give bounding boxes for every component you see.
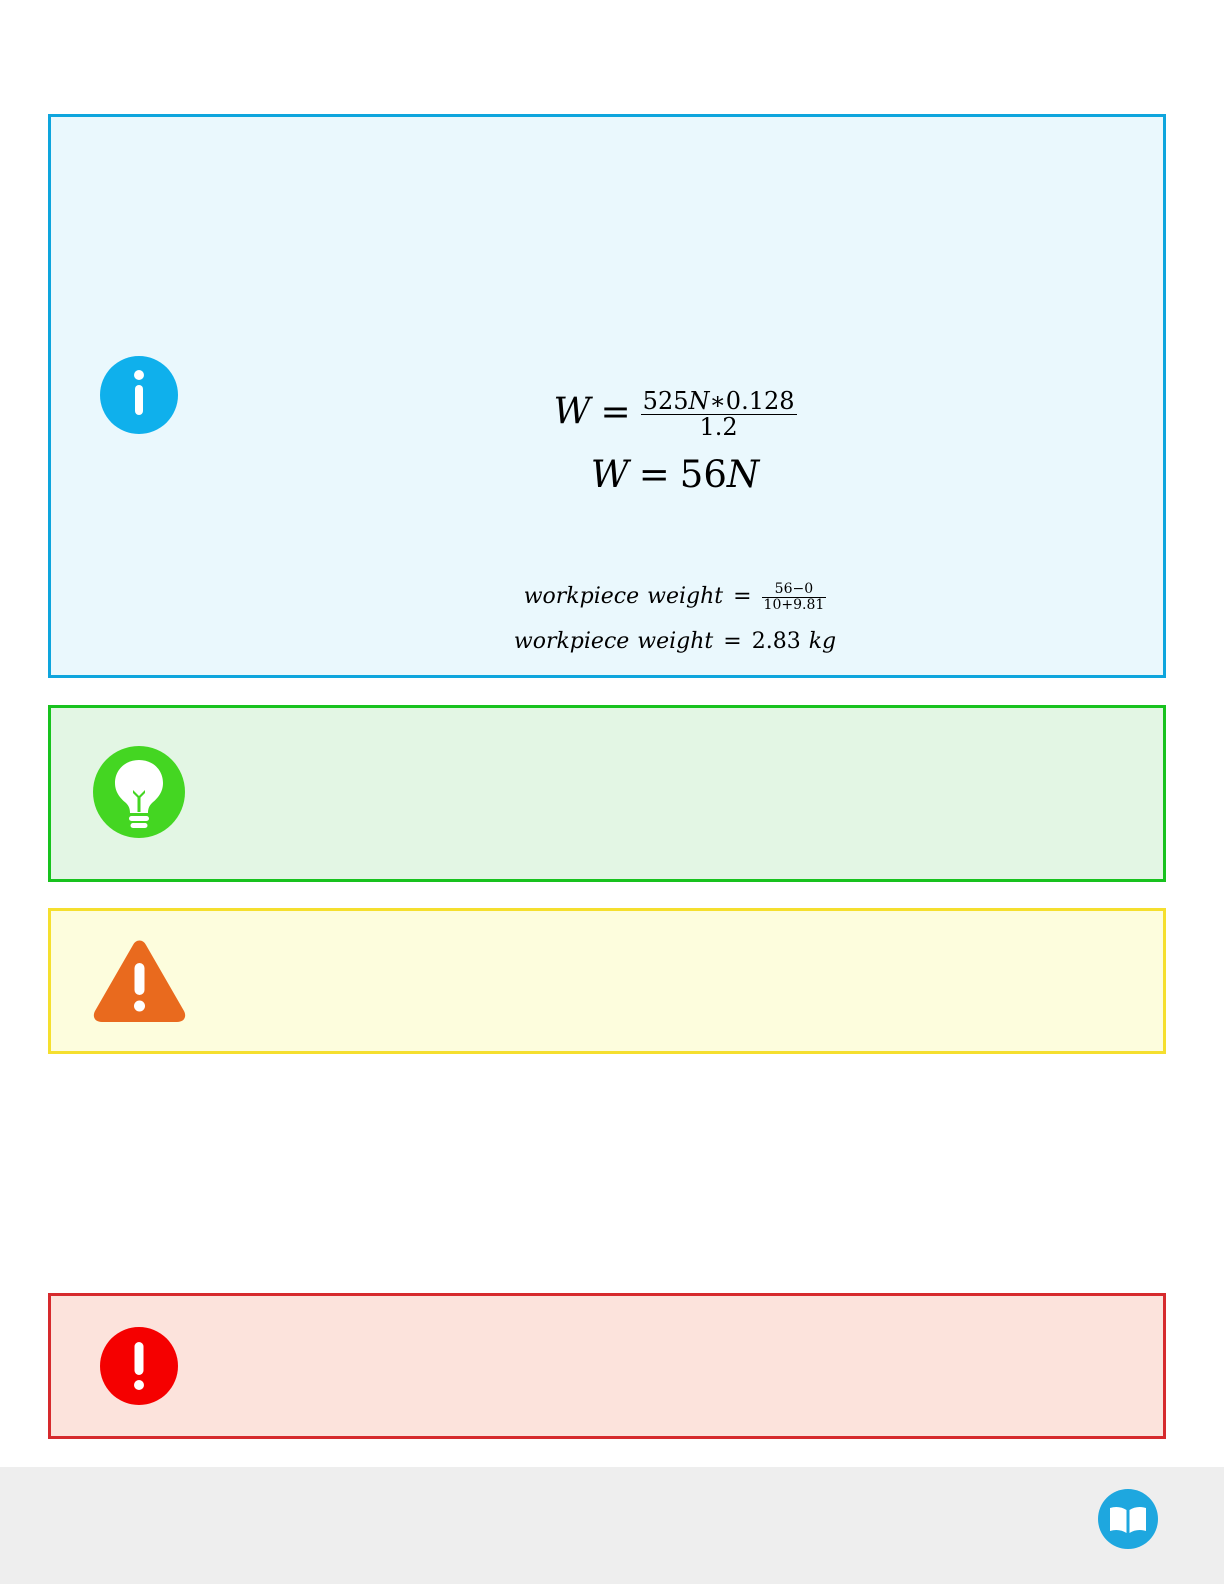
eq4-rel: = (723, 629, 742, 654)
equation-weight-result (51, 629, 1224, 654)
equation-work-fraction (51, 389, 1224, 440)
lightbulb-icon (93, 746, 185, 838)
manual-button[interactable] (1098, 1489, 1158, 1549)
eq3-word2: weight (647, 584, 724, 610)
eq4-word1: workpiece (513, 629, 630, 654)
eq2-lhs: W (590, 453, 629, 496)
footer-bar (0, 1467, 1224, 1584)
eq1-denominator: 1.2 (699, 413, 738, 442)
eq1-rel: = (600, 391, 631, 433)
eq1-num-var: N (688, 387, 710, 415)
info-callout (48, 114, 1166, 678)
eq1-num-op: ∗ (709, 387, 726, 415)
eq3-word1: workpiece (523, 584, 640, 610)
eq3-rel: = (733, 584, 752, 610)
eq1-num-factor: 0.128 (725, 387, 795, 415)
warning-triangle-icon (93, 939, 186, 1024)
eq1-lhs: W (553, 391, 591, 433)
eq4-value: 2.83 (751, 629, 801, 654)
eq2-rel: = (638, 453, 670, 496)
eq1-numerator (641, 389, 797, 415)
equation-weight-fraction (51, 582, 1224, 612)
tip-callout (48, 705, 1166, 882)
eq3-numerator: 56−0 (762, 582, 827, 598)
eq1-fraction (641, 389, 797, 440)
open-book-icon (1098, 1489, 1158, 1549)
eq2-unit: N (726, 453, 760, 496)
eq2-value: 56 (679, 453, 727, 496)
equation-work-result (51, 453, 1224, 496)
eq4-word2: weight (637, 629, 714, 654)
eq1-num-value: 525 (642, 387, 689, 415)
exclamation-circle-icon (100, 1327, 178, 1405)
danger-callout (48, 1293, 1166, 1439)
eq4-unit: kg (808, 629, 837, 654)
eq3-fraction (762, 582, 827, 612)
eq3-denominator: 10+9.81 (763, 596, 825, 613)
warning-callout (48, 908, 1166, 1054)
